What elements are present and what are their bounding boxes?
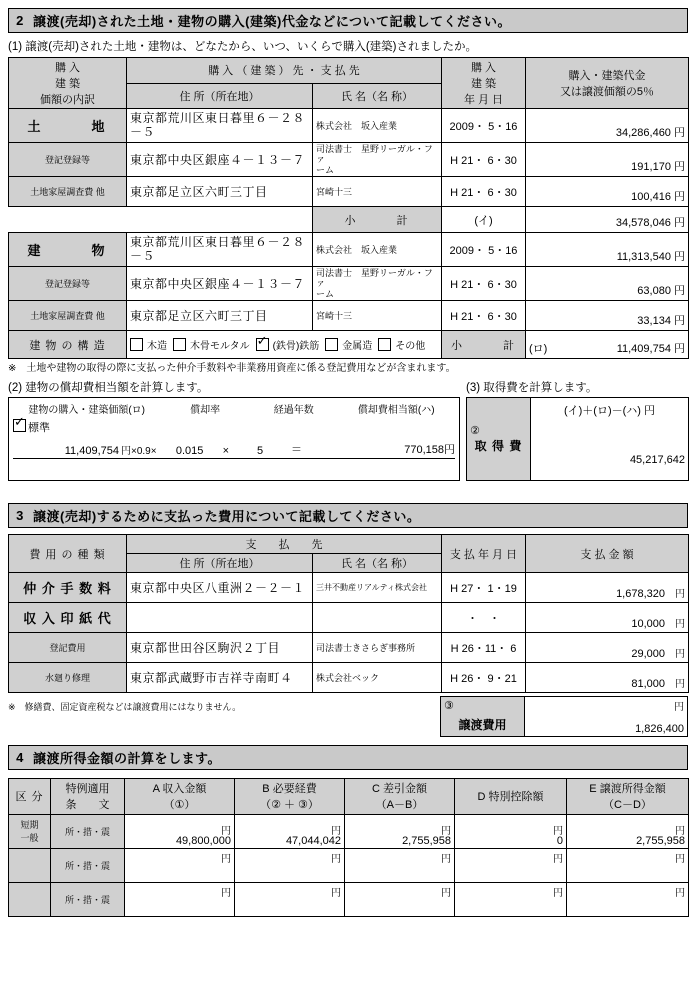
row-amount[interactable]: 11,313,540 円 — [526, 233, 689, 267]
amount-unit: 円 — [675, 589, 685, 601]
row-address[interactable] — [127, 603, 313, 633]
header-address: 住 所（所在地） — [127, 83, 313, 109]
multiply-sign: × — [222, 445, 230, 458]
depreciation-h1: 建物の購入・建築価額(ロ) — [28, 405, 145, 417]
row-amount[interactable]: 63,080 円 — [526, 267, 689, 301]
section-2-header — [8, 8, 688, 33]
header-diff-c: C 差引金額 （A－B） — [345, 778, 455, 814]
header-kubun: 区 分 — [9, 778, 51, 814]
header-amount: 購入・建築代金 又は譲渡価額の5％ — [526, 58, 689, 109]
row-kind: 土地家屋調査費 他 — [9, 177, 127, 207]
structure-row — [9, 331, 689, 359]
row-address[interactable]: 東京都中央区八重洲２－２－１ — [127, 573, 313, 603]
row-address[interactable]: 東京都荒川区東日暮里６－２８ －５ — [127, 109, 313, 143]
table-header-row-1 — [9, 535, 689, 554]
row-address[interactable]: 東京都足立区六町三丁目 — [127, 177, 313, 207]
row-amount[interactable]: 33,134 円 — [526, 301, 689, 331]
row-diff-c[interactable]: 円 — [345, 848, 455, 882]
depreciation-value[interactable]: 11,409,754 — [64, 445, 119, 458]
building-subtotal-amount: 11,409,754 円 — [616, 343, 685, 356]
row-diff-c[interactable]: 円 2,755,958 — [345, 814, 455, 848]
row-diff-c[interactable]: 円 — [345, 882, 455, 916]
table-row — [9, 143, 689, 177]
structure-option-label: 金属造 — [342, 341, 373, 353]
section-3-number: 3 — [16, 508, 24, 524]
row-kind: 水廻り修理 — [9, 663, 127, 693]
table-row — [9, 848, 689, 882]
section-2-footnote: ※ 土地や建物の取得の際に支払った仲介手数料や非業務用資産に係る登記費用などが含まれます。 — [8, 363, 456, 375]
row-payee-name[interactable]: 司法書士きさらぎ事務所 — [313, 633, 442, 663]
value-b: 47,044,042 — [285, 834, 341, 847]
row-jobun[interactable]: 所・措・震 — [51, 882, 125, 916]
row-income-e[interactable]: 円 — [567, 882, 689, 916]
row-address[interactable]: 東京都足立区六町三丁目 — [127, 301, 313, 331]
row-address[interactable]: 東京都中央区銀座４－１３－７ — [127, 267, 313, 301]
row-kind: 建 物 — [9, 233, 127, 267]
building-subtotal-cell — [526, 331, 689, 359]
header-payment-amount: 支 払 金 額 — [526, 535, 689, 573]
acquisition-formula: (イ)＋(ロ)－(ハ) 円 — [563, 405, 656, 418]
expense-table-wrap — [8, 534, 688, 693]
amount-value: 29,000 — [631, 648, 665, 661]
header-address: 住 所（所在地） — [127, 554, 313, 573]
acquisition-label: 取 得 費 — [474, 439, 523, 454]
tax-form-page — [0, 8, 696, 1002]
structure-option-label: (鉄骨)鉄筋 — [272, 341, 320, 353]
row-kind: 仲 介 手 数 料 — [9, 573, 127, 603]
checkbox-wood[interactable] — [130, 338, 143, 351]
depreciation-h4: 償却費相当額(ハ) — [357, 405, 435, 417]
row-expense-b[interactable]: 円 — [235, 848, 345, 882]
purchase-table — [8, 57, 689, 359]
header-payee: 支 払 先 — [127, 535, 442, 554]
row-income-e[interactable]: 円 — [567, 848, 689, 882]
header-expense-b: B 必要経費 （② ＋ ③） — [235, 778, 345, 814]
row-kind: 登記登録等 — [9, 267, 127, 301]
structure-option-label: 木造 — [147, 341, 167, 353]
row-payee-name[interactable]: 三井不動産リアルティ株式会社 — [313, 573, 442, 603]
row-kubun — [9, 848, 51, 882]
structure-option-label: 木骨モルタル — [190, 341, 250, 353]
amount-value: 81,000 — [631, 678, 665, 691]
income-table — [8, 778, 689, 917]
row-jobun[interactable]: 所・措・震 — [51, 814, 125, 848]
row-kind: 登記費用 — [9, 633, 127, 663]
header-deduction-d: D 特別控除額 — [455, 778, 567, 814]
subtotal-mark: (イ) — [442, 207, 526, 233]
total-amount: 1,826,400 — [525, 714, 688, 736]
row-amount[interactable] — [526, 633, 689, 663]
row-expense-b[interactable]: 円 — [235, 882, 345, 916]
acquisition-title: (3) 取得費を計算します。 — [466, 382, 598, 395]
header-name: 氏 名（名 称） — [313, 83, 442, 109]
row-kind: 登記登録等 — [9, 143, 127, 177]
land-subtotal-row — [9, 207, 689, 233]
structure-option-label: その他 — [395, 341, 426, 353]
table-row — [9, 109, 689, 143]
table-header-row-1 — [9, 58, 689, 84]
row-date[interactable]: ・ ・ — [442, 603, 526, 633]
section-4-header — [8, 745, 688, 770]
table-row — [9, 882, 689, 916]
section-3-footnote: ※ 修繕費、固定資産税などは譲渡費用にはなりません。 — [8, 702, 242, 713]
row-date[interactable]: 2009・ 5・16 — [442, 109, 526, 143]
table-row — [9, 663, 689, 693]
depreciation-h2: 償却率 — [190, 405, 221, 417]
row-date[interactable]: H 27・ 1・19 — [442, 573, 526, 603]
subtotal-amount: 34,578,046 円 — [526, 207, 689, 233]
section-4-number: 4 — [16, 749, 24, 765]
table-row — [9, 267, 689, 301]
row-date[interactable]: H 21・ 6・30 — [442, 143, 526, 177]
row-payee-name[interactable]: 株式会社 坂入産業 — [313, 233, 442, 267]
acquisition-table — [466, 397, 689, 481]
checkbox-metal[interactable] — [325, 338, 338, 351]
spacer-cell — [127, 207, 313, 233]
depreciation-rate[interactable]: 0.015 — [175, 445, 204, 458]
checkbox-standard[interactable] — [13, 419, 26, 432]
structure-options — [127, 331, 442, 359]
row-date[interactable]: H 26・11・ 6 — [442, 633, 526, 663]
row-amount[interactable] — [526, 573, 689, 603]
checkbox-wood-mortar[interactable] — [173, 338, 186, 351]
row-payee-name[interactable]: 株式会社ベック — [313, 663, 442, 693]
row-income-a[interactable]: 円 — [125, 882, 235, 916]
row-date[interactable]: 2009・ 5・16 — [442, 233, 526, 267]
table-row — [9, 603, 689, 633]
header-price-breakdown: 購 入 建 築 価額の内訳 — [9, 58, 127, 109]
acquisition-amount: 45,217,642 — [629, 454, 685, 467]
header-income-e: E 譲渡所得金額 （C－D） — [567, 778, 689, 814]
row-deduction-d[interactable]: 円 — [455, 882, 567, 916]
acquisition-block — [466, 379, 688, 481]
depreciation-block — [8, 379, 460, 481]
row-amount[interactable]: 34,286,460 円 — [526, 109, 689, 143]
depreciation-unit: 円×0.9× — [121, 446, 157, 458]
row-address[interactable]: 東京都荒川区東日暮里６－２８ －５ — [127, 233, 313, 267]
checkbox-steel-frame-rc[interactable] — [256, 338, 269, 351]
row-date[interactable]: H 21・ 6・30 — [442, 177, 526, 207]
row-date[interactable]: H 21・ 6・30 — [442, 267, 526, 301]
header-income-a: A 収入金額 （①） — [125, 778, 235, 814]
total-unit-cell — [525, 697, 688, 715]
section-3-header — [8, 503, 688, 528]
spacer-cell — [9, 207, 127, 233]
acquisition-circle: ② — [470, 425, 480, 438]
row-amount[interactable]: 100,416 円 — [526, 177, 689, 207]
row-kind: 土 地 — [9, 109, 127, 143]
section-2-number: 2 — [16, 13, 24, 28]
row-payee-name[interactable]: 宮崎十三 — [313, 301, 442, 331]
acquisition-label-cell — [467, 398, 531, 481]
section-2-lead: (1) 譲渡(売却)された土地・建物は、どなたから、いつ、いくらで購入(建築)されましたか。 — [8, 41, 477, 53]
row-kubun: 短期 一般 — [9, 814, 51, 848]
subtotal-label: 小 計 — [313, 207, 442, 233]
row-amount[interactable] — [526, 663, 689, 693]
section-4-title: 譲渡所得金額の計算をします。 — [33, 750, 221, 766]
header-jobun: 特例適用 条 文 — [51, 778, 125, 814]
depreciation-box — [8, 397, 460, 481]
header-payee: 購 入 （ 建 築 ） 先 ・ 支 払 先 — [127, 58, 442, 84]
building-subtotal-label: 小 計 — [442, 331, 526, 359]
row-income-a[interactable]: 円 — [125, 848, 235, 882]
amount-unit: 円 — [675, 649, 685, 661]
row-address[interactable]: 東京都武蔵野市吉祥寺南町４ — [127, 663, 313, 693]
depreciation-years[interactable]: 5 — [256, 445, 264, 458]
depreciation-result: 770,158円 — [404, 444, 455, 457]
row-date[interactable]: H 26・ 9・21 — [442, 663, 526, 693]
expense-total-table — [440, 696, 688, 737]
header-name: 氏 名（名 称） — [313, 554, 442, 573]
value-d: 0 — [556, 834, 563, 847]
row-amount[interactable]: 191,170 円 — [526, 143, 689, 177]
amount-unit: 円 — [675, 619, 685, 631]
amount-value: 10,000 — [631, 618, 665, 631]
table-row — [9, 573, 689, 603]
row-income-a[interactable]: 円 49,800,000 — [125, 814, 235, 848]
section-2-title: 譲渡(売却)された土地・建物の購入(建築)代金などについて記載してください。 — [33, 14, 512, 29]
row-kind: 収 入 印 紙 代 — [9, 603, 127, 633]
amount-unit: 円 — [675, 679, 685, 691]
row-address[interactable]: 東京都中央区銀座４－１３－７ — [127, 143, 313, 177]
table-row — [9, 633, 689, 663]
depreciation-h3: 経過年数 — [273, 405, 314, 417]
row-date[interactable]: H 21・ 6・30 — [442, 301, 526, 331]
row-payee-name[interactable]: 株式会社 坂入産業 — [313, 109, 442, 143]
row-payee-name[interactable]: 宮崎十三 — [313, 177, 442, 207]
value-e: 2,755,958 — [636, 834, 685, 847]
row-deduction-d[interactable]: 円 0 — [455, 814, 567, 848]
standard-label: 標準 — [28, 422, 50, 435]
row-amount[interactable] — [526, 603, 689, 633]
table-row — [9, 233, 689, 267]
row-payee-name[interactable]: 司法書士 星野リーガル・ファ ーム — [313, 267, 442, 301]
value-c: 2,755,958 — [402, 834, 451, 847]
purchase-table-wrap — [8, 57, 688, 359]
row-expense-b[interactable]: 円 47,044,042 — [235, 814, 345, 848]
row-income-e[interactable]: 円 2,755,958 — [567, 814, 689, 848]
equals-sign: ＝ — [291, 444, 303, 457]
header-expense-kind: 費 用 の 種 類 — [9, 535, 127, 573]
table-row — [9, 177, 689, 207]
row-deduction-d[interactable]: 円 — [455, 848, 567, 882]
income-table-wrap — [8, 778, 688, 917]
total-unit: 円 — [674, 702, 684, 714]
table-row — [9, 814, 689, 848]
total-circle: ③ — [444, 700, 454, 713]
row-jobun[interactable]: 所・措・震 — [51, 848, 125, 882]
expense-footer — [8, 696, 688, 737]
row-kubun — [9, 882, 51, 916]
expense-table — [8, 534, 689, 693]
table-row — [9, 301, 689, 331]
row-payee-name[interactable]: 司法書士 星野リーガル・ファ ーム — [313, 143, 442, 177]
value-a: 49,800,000 — [175, 834, 231, 847]
checkbox-other[interactable] — [378, 338, 391, 351]
row-address[interactable]: 東京都世田谷区駒沢２丁目 — [127, 633, 313, 663]
table-header-row — [9, 778, 689, 814]
acquisition-value-cell[interactable] — [531, 398, 689, 481]
total-label: 譲渡費用 — [441, 714, 525, 736]
calc-row — [8, 379, 688, 481]
row-kind: 土地家屋調査費 他 — [9, 301, 127, 331]
amount-value: 1,678,320 — [616, 588, 665, 601]
depreciation-title: (2) 建物の償却費相当額を計算します。 — [8, 382, 209, 395]
header-payment-date: 支 払 年 月 日 — [442, 535, 526, 573]
header-purchase-date: 購 入 建 築 年 月 日 — [442, 58, 526, 109]
row-payee-name[interactable] — [313, 603, 442, 633]
section-3-title: 譲渡(売却)するために支払った費用について記載してください。 — [33, 509, 421, 525]
total-circle-cell — [441, 697, 525, 715]
structure-label: 建 物 の 構 造 — [9, 331, 127, 359]
building-subtotal-mark: (ロ) — [529, 343, 548, 356]
